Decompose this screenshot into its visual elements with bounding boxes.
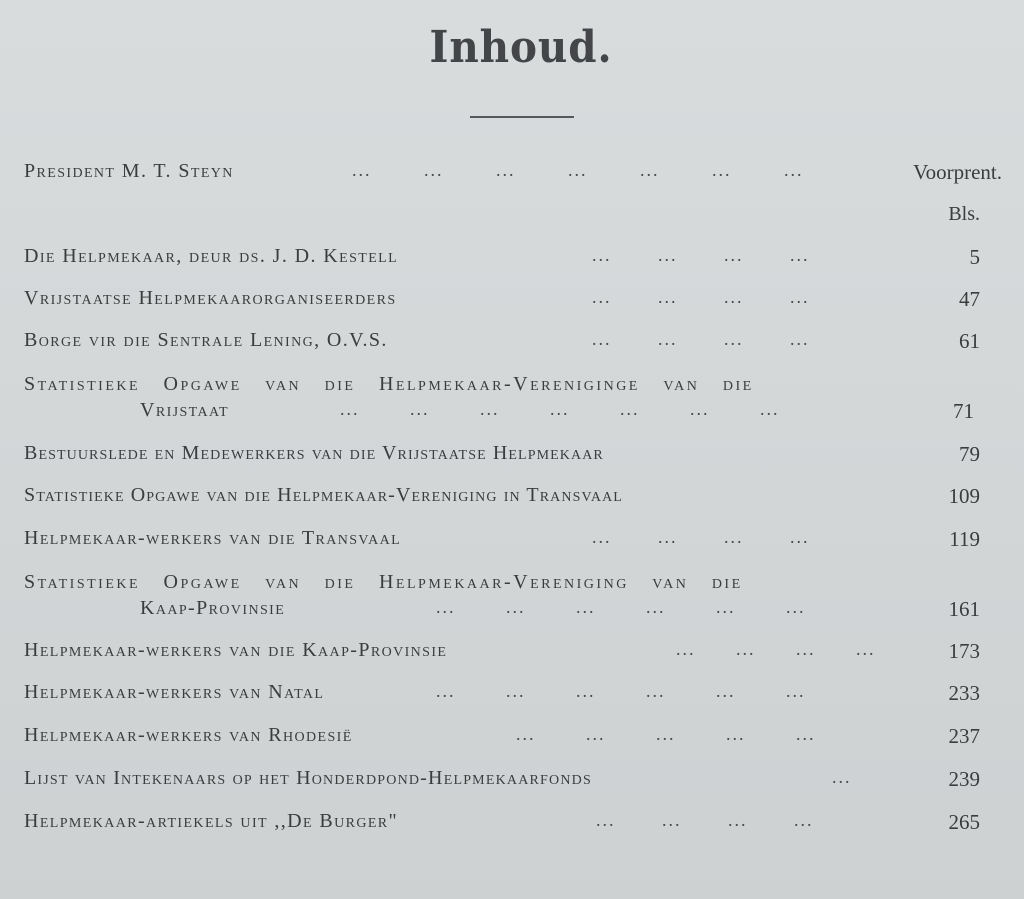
- toc-leader-dots: ... ... ... ...: [592, 527, 810, 547]
- title-rule: [470, 116, 574, 118]
- toc-entry: [0, 329, 1024, 359]
- toc-entry-label: Bestuurslede en Medewerkers van die Vrijstaatse Helpmekaar: [24, 442, 604, 464]
- toc-entry-page: 61: [959, 329, 980, 353]
- toc-entry-page: 265: [948, 810, 980, 834]
- toc-entry-continuation: [0, 399, 1024, 429]
- toc-entry: [0, 527, 1024, 557]
- toc-entry-label: President M. T. Steyn: [24, 160, 234, 182]
- toc-leader-dots: ... ... ... ... ... ...: [436, 681, 806, 701]
- toc-entry: [0, 442, 1024, 472]
- toc-entry-page: 47: [959, 287, 980, 311]
- toc-entry-page: 79: [959, 442, 980, 466]
- toc-entry-label: Statistieke Opgawe van die Helpmekaar-Vereniging van die: [24, 571, 743, 593]
- toc-entry-page: 109: [948, 484, 980, 508]
- toc-entry: [0, 681, 1024, 711]
- toc-leader-dots: ... ... ... ...: [592, 287, 810, 307]
- toc-leader-dots: ... ... ... ...: [592, 329, 810, 349]
- toc-entry: [0, 810, 1024, 840]
- toc-entry-label: Helpmekaar-werkers van die Kaap-Provinsie: [24, 639, 448, 661]
- toc-entry-page: 233: [948, 681, 980, 705]
- toc-entry-page: 239: [948, 767, 980, 791]
- toc-leader-dots: ... ... ... ...: [676, 639, 876, 659]
- page-title: Inhoud.: [429, 22, 613, 73]
- toc-entry: [0, 724, 1024, 754]
- toc-entry-label: Borge vir die Sentrale Lening, O.V.S.: [24, 329, 388, 351]
- toc-leader-dots: ... ... ... ... ... ...: [436, 597, 806, 617]
- toc-entry-label: Helpmekaar-werkers van Natal: [24, 681, 325, 703]
- toc-leader-dots: ... ... ... ... ...: [516, 724, 816, 744]
- toc-leader-dots: ... ... ... ... ... ... ...: [352, 160, 804, 180]
- toc-entry-page: Voorprent.: [913, 160, 1002, 184]
- toc-entry: [0, 287, 1024, 317]
- toc-entry-label: Statistieke Opgawe van die Helpmekaar-Vereniging in Transvaal: [24, 484, 623, 506]
- toc-entry-page: 71: [953, 399, 974, 423]
- toc-entry-label: Vrijstaat: [140, 399, 229, 421]
- page-column-heading: Bls.: [948, 203, 980, 225]
- toc-entry-page: 237: [948, 724, 980, 748]
- toc-leader-dots: ...: [832, 767, 852, 787]
- toc-entry-label: Die Helpmekaar, deur ds. J. D. Kestell: [24, 245, 399, 267]
- toc-entry-continuation: [0, 597, 1024, 627]
- toc-entry-page: 173: [948, 639, 980, 663]
- toc-entry: [0, 767, 1024, 797]
- toc-entry-label: Helpmekaar-werkers van die Transvaal: [24, 527, 402, 549]
- toc-entry-page: 161: [948, 597, 980, 621]
- toc-entry: [0, 245, 1024, 275]
- toc-entry-label: Helpmekaar-werkers van Rhodesië: [24, 724, 353, 746]
- toc-entry: [0, 484, 1024, 514]
- toc-leader-dots: ... ... ... ... ... ... ...: [340, 399, 780, 419]
- toc-entry-label: Statistieke Opgawe van die Helpmekaar-Vereniginge van die: [24, 373, 754, 395]
- toc-entry-page: 5: [969, 245, 980, 269]
- toc-entry-label: Vrijstaatse Helpmekaarorganiseerders: [24, 287, 397, 309]
- toc-entry-label: Helpmekaar-artiekels uit ,,De Burger": [24, 810, 399, 832]
- toc-entry: [0, 160, 1024, 190]
- toc-leader-dots: ... ... ... ...: [596, 810, 814, 830]
- toc-entry-label: Lijst van Intekenaars op het Honderdpond-Helpmekaarfonds: [24, 767, 592, 789]
- toc-entry: [0, 639, 1024, 669]
- toc-entry-page: 119: [949, 527, 980, 551]
- toc-leader-dots: ... ... ... ...: [592, 245, 810, 265]
- toc-entry-label: Kaap-Provinsie: [140, 597, 286, 619]
